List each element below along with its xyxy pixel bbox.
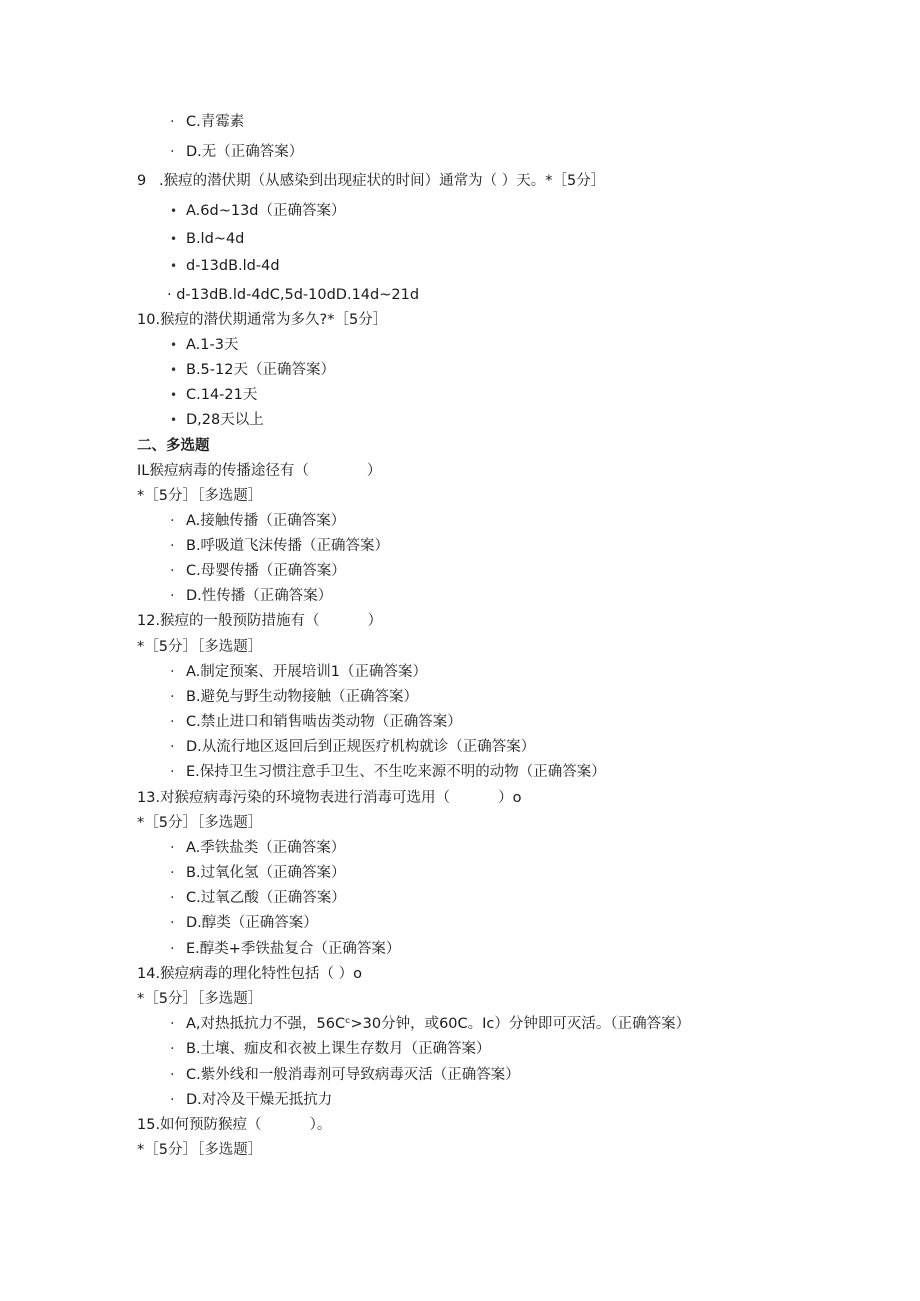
q14-option-b [0, 1039, 491, 1059]
option-text: D.从流行地区返回后到正规医疗机构就诊（正确答案） [186, 739, 536, 755]
bullet: · [170, 1041, 175, 1057]
question-text: .猴痘的潜伏期（从感染到出现症状的时间）通常为（ ）天。*［5分］ [159, 173, 606, 189]
q14-option-a [0, 1014, 690, 1034]
option-text: B.ld~4d [186, 231, 245, 247]
bullet: · [170, 1016, 175, 1032]
q12-option-c [0, 712, 462, 732]
q9-option-b [0, 229, 244, 249]
option-text: E.保持卫生习惯注意手卫生、不生吃来源不明的动物（正确答案） [186, 764, 606, 780]
option-text: B.呼吸道飞沫传播（正确答案） [186, 538, 390, 554]
bullet: • [170, 338, 178, 352]
q14-option-c [0, 1065, 520, 1085]
option-text: B.土壤、痂皮和衣被上课生存数月（正确答案） [186, 1041, 491, 1057]
bullet: · [170, 538, 175, 554]
question-13-meta: *［5分］［多选题］ [137, 815, 263, 831]
q12-option-a [0, 662, 427, 682]
option-text: E.醇类+季铁盐复合（正确答案） [186, 941, 401, 957]
q8-option-d [0, 142, 303, 162]
q12-option-d [0, 737, 535, 757]
option-text: B.过氧化氢（正确答案） [186, 865, 346, 881]
option-text: A.接触传播（正确答案） [186, 513, 346, 529]
option-text: D.醇类（正确答案） [186, 915, 318, 931]
bullet: • [170, 204, 178, 218]
option-text: A.季铁盐类（正确答案） [186, 840, 346, 856]
question-14-meta: *［5分］［多选题］ [137, 991, 263, 1007]
option-text: C.母婴传播（正确答案） [186, 563, 346, 579]
bullet: · [170, 739, 175, 755]
bullet: • [170, 413, 178, 427]
bullet: · [170, 840, 175, 856]
q13-option-c [0, 888, 346, 908]
option-text: A,对热抵抗力不强，56Cᶜ>30分钟，或60C。Ic）分钟即可灭活。（正确答案） [186, 1016, 691, 1032]
option-text: A.6d~13d（正确答案） [186, 203, 346, 219]
q9-option-a [0, 201, 346, 221]
option-text: C.禁止进口和销售啮齿类动物（正确答案） [186, 714, 462, 730]
option-text: C.14-21天 [186, 387, 258, 403]
bullet: · [170, 714, 175, 730]
bullet: · [170, 915, 175, 931]
q12-option-b [0, 687, 418, 707]
question-12: 12.猴痘的一般预防措施有（ ） [137, 613, 383, 629]
option-text: D,28天以上 [186, 412, 264, 428]
option-text: D.对冷及干燥无抵抗力 [186, 1092, 333, 1108]
option-text: C.紫外线和一般消毒剂可导致病毒灭活（正确答案） [186, 1067, 520, 1083]
q11-option-a [0, 511, 345, 531]
option-text: d-13dB.ld-4d [186, 258, 280, 274]
q10-option-b [0, 360, 335, 380]
q8-option-c [0, 112, 244, 132]
option-text: C.青霉素 [186, 114, 245, 130]
q13-option-b [0, 863, 346, 883]
q10-option-d [0, 410, 264, 430]
bullet: · [170, 664, 175, 680]
question-11: IL猴痘病毒的传播途径有（ ） [137, 463, 382, 479]
bullet: · [170, 890, 175, 906]
option-text: A.制定预案、开展培训1（正确答案） [186, 664, 427, 680]
section-title: 二、多选题 [137, 438, 210, 454]
q13-option-a [0, 838, 345, 858]
question-10: 10.猴痘的潜伏期通常为多久?*［5分］ [137, 312, 388, 328]
bullet: · [170, 865, 175, 881]
option-text: C.过氧乙酸（正确答案） [186, 890, 346, 906]
option-text: D.性传播（正确答案） [186, 588, 333, 604]
option-text: D.无（正确答案） [186, 144, 304, 160]
bullet: · [170, 689, 175, 705]
bullet: · [170, 764, 175, 780]
q10-option-a [0, 335, 238, 355]
question-number: 9 [137, 173, 147, 189]
bullet: • [170, 363, 178, 377]
question-9 [137, 171, 605, 191]
option-text: B.避免与野生动物接触（正确答案） [186, 689, 419, 705]
q11-option-b [0, 536, 389, 556]
question-11-meta: *［5分］［多选题］ [137, 488, 263, 504]
q9-option-c [0, 256, 280, 276]
q9-garbled-line: · d-13dB.ld-4dC,5d-10dD.14d~21d [167, 287, 420, 303]
bullet: • [170, 232, 178, 246]
bullet: · [170, 114, 175, 130]
bullet: · [170, 1067, 175, 1083]
bullet: · [170, 513, 175, 529]
q13-option-d [0, 913, 318, 933]
bullet: · [170, 144, 175, 160]
q13-option-e [0, 939, 400, 959]
question-15-meta: *［5分］［多选题］ [137, 1142, 263, 1158]
question-13: 13.对猴痘病毒污染的环境物表进行消毒可选用（ ）o [137, 790, 522, 806]
q10-option-c [0, 385, 257, 405]
question-14: 14.猴痘病毒的理化特性包括（ ）o [137, 966, 363, 982]
question-15: 15.如何预防猴痘（ ）。 [137, 1117, 332, 1133]
q11-option-c [0, 561, 346, 581]
q12-option-e [0, 762, 606, 782]
bullet: • [170, 259, 178, 273]
bullet: · [170, 563, 175, 579]
q14-option-d [0, 1090, 332, 1110]
bullet: · [170, 588, 175, 604]
bullet: · [170, 1092, 175, 1108]
bullet: • [170, 388, 178, 402]
q11-option-d [0, 586, 332, 606]
option-text: A.1-3天 [186, 337, 239, 353]
option-text: B.5-12天（正确答案） [186, 362, 335, 378]
bullet: · [170, 941, 175, 957]
question-12-meta: *［5分］［多选题］ [137, 639, 263, 655]
